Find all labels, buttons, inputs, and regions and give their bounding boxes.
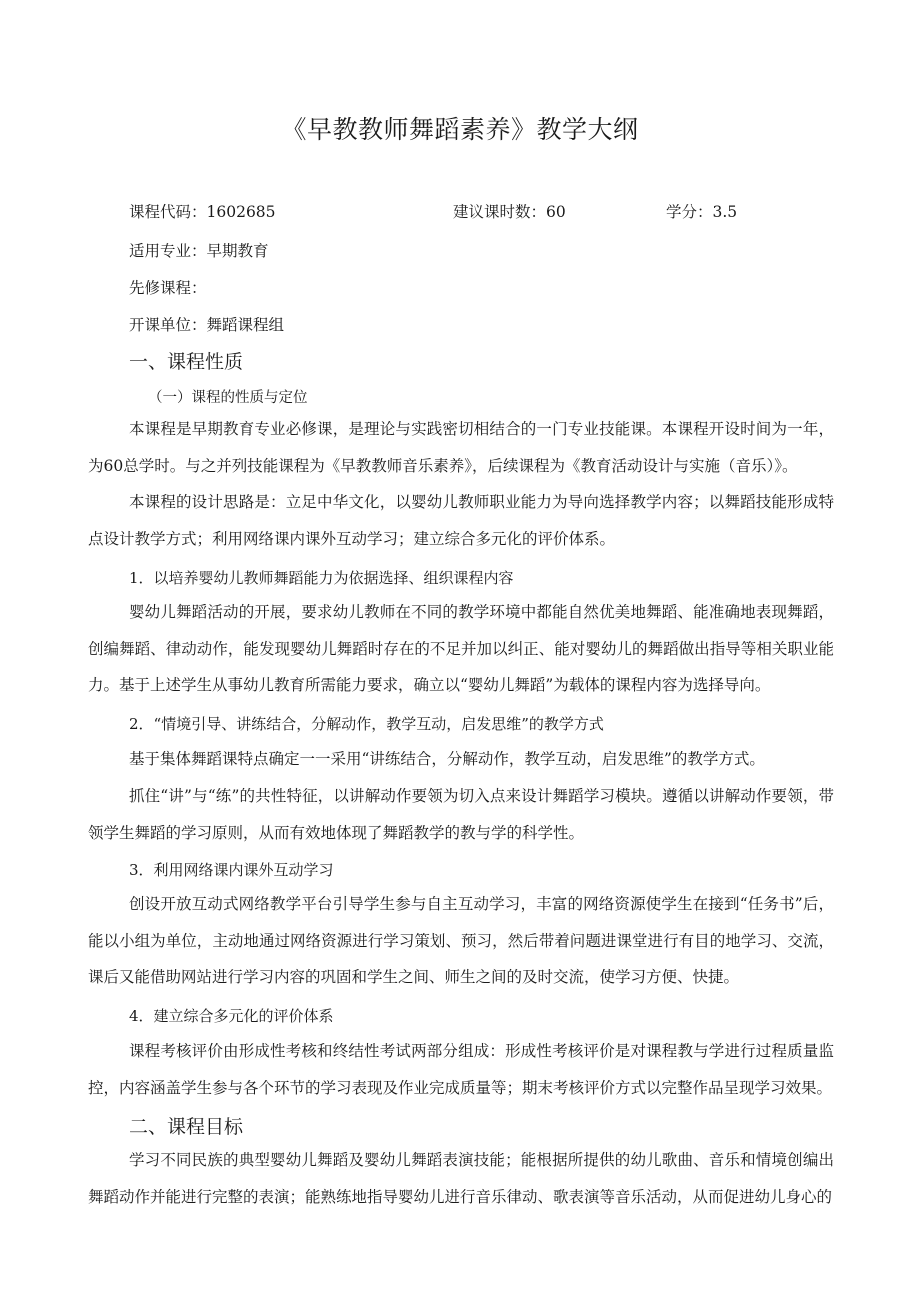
paragraph-key-features: 抓住“讲”与“练”的共性特征，以讲解动作要领为切入点来设计舞蹈学习模块。遵循以讲解动作要领，带领学生舞蹈的学习原则，从而有效地体现了舞蹈教学的教与学的科学性。 [88,787,834,842]
paragraph-evaluation-system: 课程考核评价由形成性考核和终结性考试两部分组成：形成性考核评价是对课程教与学进行过程质量监控，内容涵盖学生参与各个环节的学习表现及作业完成质量等；期末考核评价方式以完整作品呈现学习效果。 [88,1042,834,1097]
course-meta-row [0,200,920,224]
item-heading-1: 1．以培养婴幼儿教师舞蹈能力为依据选择、组织课程内容 [129,569,514,587]
paragraph-course-goals: 学习不同民族的典型婴幼儿舞蹈及婴幼儿舞蹈表演技能；能根据所提供的幼儿歌曲、音乐和情境创编出舞蹈动作并能进行完整的表演；能熟练地指导婴幼儿进行音乐律动、歌表演等音乐活动，从而促进幼儿身心的 [88,1151,834,1206]
suggested-hours: 建议课时数：60 [453,203,566,221]
paragraph-online-learning: 创设开放互动式网络教学平台引导学生参与自主互动学习，丰富的网络资源使学生在接到“任务书”后，能以小组为单位，主动地通过网络资源进行学习策划、预习，然后带着问题进课堂进行有目的地学习、交流，课后又能借助网站进行学习内容的巩固和学生之间、师生之间的及时交流，使学习方便、快捷。 [88,895,834,986]
item-heading-4: 4．建立综合多元化的评价体系 [129,1007,334,1025]
section-heading-course-nature: 一、课程性质 [129,351,244,373]
credits: 学分：3.5 [666,203,738,221]
document-title: 《早教教师舞蹈素养》教学大纲 [281,115,639,144]
item-heading-2: 2．“情境引导、讲练结合，分解动作，教学互动，启发思维”的教学方式 [129,715,604,733]
offering-department: 开课单位：舞蹈课程组 [129,316,285,334]
section-heading-course-goals: 二、课程目标 [129,1116,244,1138]
applicable-major: 适用专业：早期教育 [129,242,269,260]
paragraph-teaching-method: 基于集体舞蹈课特点确定一一采用“讲练结合，分解动作，教学互动，启发思维”的教学方式。 [129,750,765,768]
paragraph-course-intro: 本课程是早期教育专业必修课，是理论与实践密切相结合的一门专业技能课。本课程开设时间为一年，为60总学时。与之并列技能课程为《早教教师音乐素养》，后续课程为《教育活动设计与实施（音乐）》。 [88,420,834,475]
course-code: 课程代码：1602685 [129,203,276,221]
item-heading-3: 3．利用网络课内课外互动学习 [129,861,334,879]
paragraph-dance-activity: 婴幼儿舞蹈活动的开展，要求幼儿教师在不同的教学环境中都能自然优美地舞蹈、能准确地表现舞蹈，创编舞蹈、律动动作，能发现婴幼儿舞蹈时存在的不足并加以纠正、能对婴幼儿的舞蹈做出指导等相关职业能力。基于上述学生从事幼儿教育所需能力要求，确立以“婴幼儿舞蹈”为载体的课程内容为选择导向。 [88,603,834,694]
prerequisite-course: 先修课程： [129,279,207,297]
subsection-heading-nature-positioning: （一）课程的性质与定位 [148,390,308,406]
paragraph-design-idea: 本课程的设计思路是：立足中华文化，以婴幼儿教师职业能力为导向选择教学内容；以舞蹈技能形成特点设计教学方式；利用网络课内课外互动学习；建立综合多元化的评价体系。 [88,493,834,548]
